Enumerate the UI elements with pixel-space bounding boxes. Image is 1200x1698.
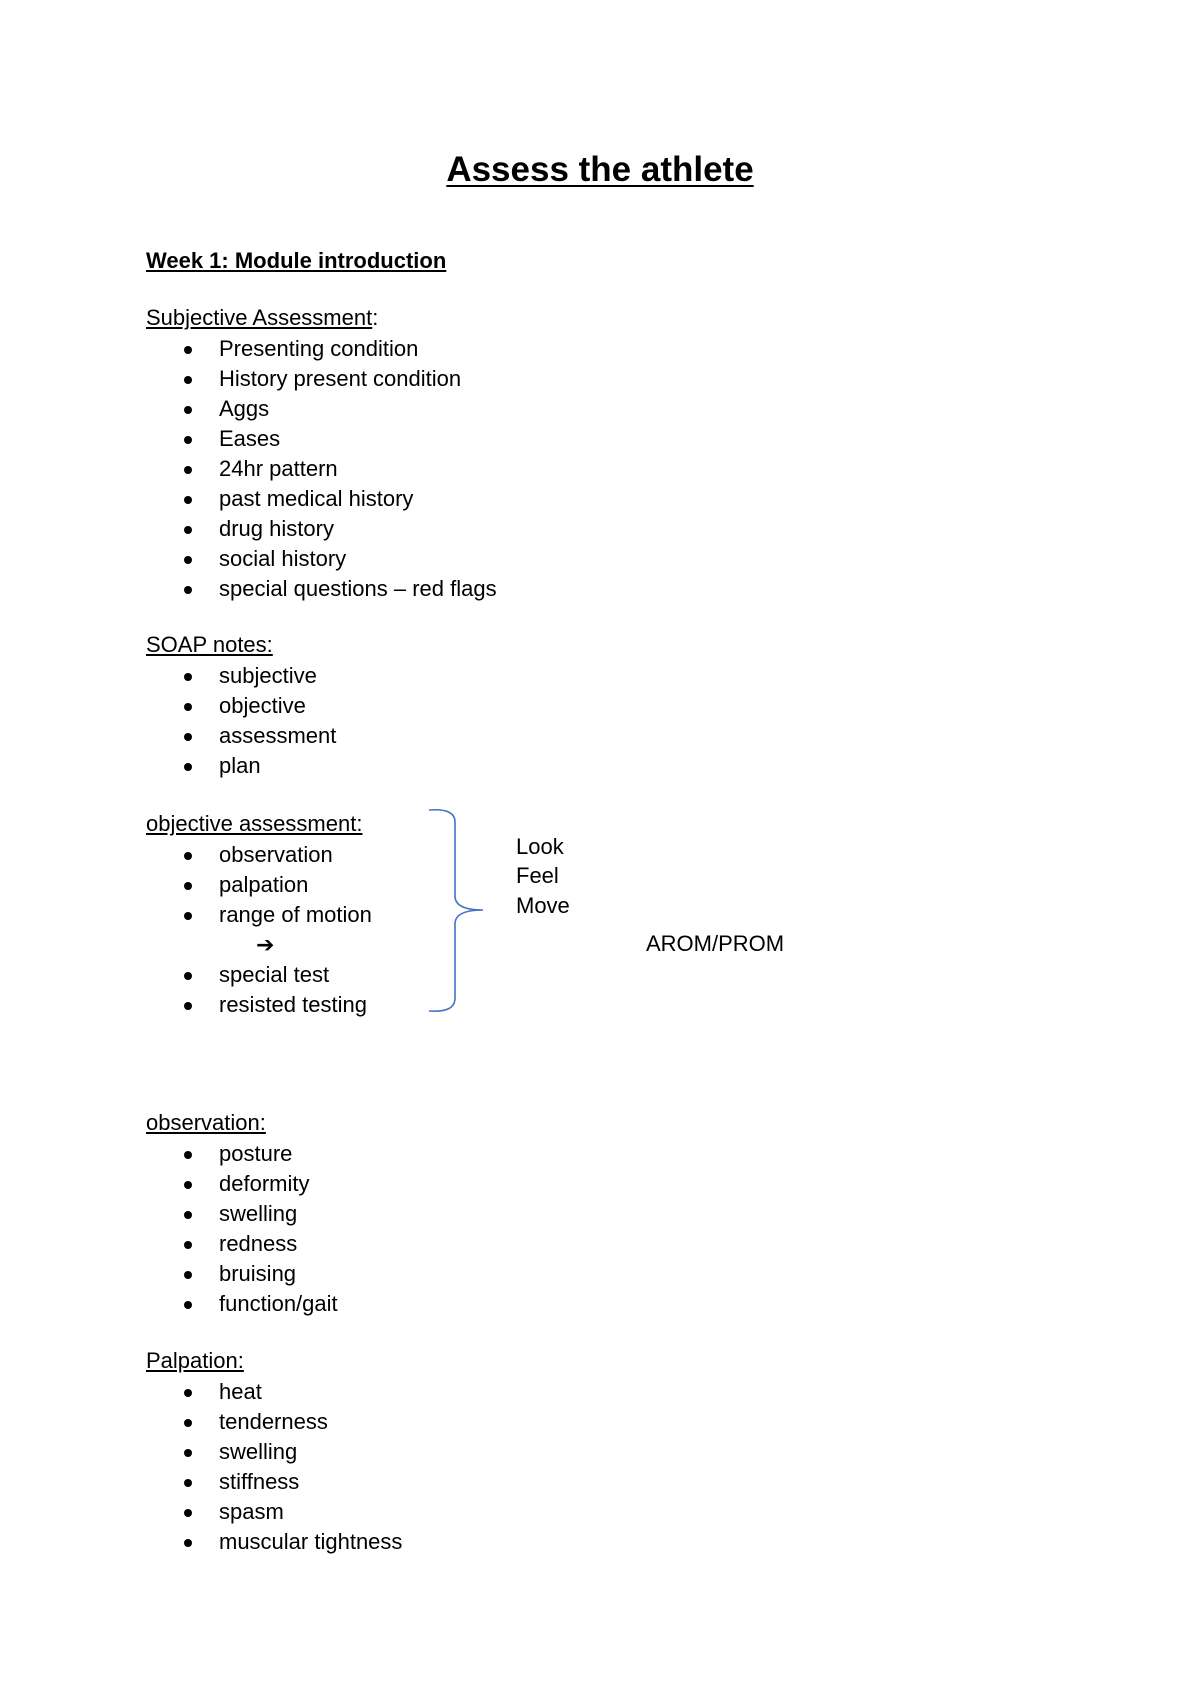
list-item: tenderness: [0, 1407, 402, 1437]
subjective-heading-colon: :: [372, 305, 379, 330]
curly-brace-icon: [425, 808, 485, 1016]
page-title: Assess the athlete: [446, 150, 754, 189]
subjective-list: [0, 334, 497, 604]
list-item: drug history: [0, 514, 497, 544]
brace-label-move: Move: [516, 893, 570, 918]
brace-label-look: Look: [516, 834, 564, 859]
list-item: bruising: [0, 1259, 338, 1289]
list-item: Presenting condition: [0, 334, 497, 364]
list-item: observation: [0, 840, 372, 870]
list-item: swelling: [0, 1199, 338, 1229]
list-item: special questions – red flags: [0, 574, 497, 604]
list-item: Aggs: [0, 394, 497, 424]
list-item: past medical history: [0, 484, 497, 514]
list-item: palpation: [0, 870, 372, 900]
list-item: Eases: [0, 424, 497, 454]
list-item: assessment: [0, 721, 336, 751]
subjective-heading-label: Subjective Assessment: [146, 305, 373, 330]
list-item: function/gait: [0, 1289, 338, 1319]
list-item: posture: [0, 1139, 338, 1169]
list-item: swelling: [0, 1437, 402, 1467]
sub-list-item: [0, 930, 372, 960]
list-item: heat: [0, 1377, 402, 1407]
brace-label-feel: Feel: [516, 863, 559, 888]
list-item: spasm: [0, 1497, 402, 1527]
list-item: stiffness: [0, 1467, 402, 1497]
list-item: subjective: [0, 661, 336, 691]
list-item: deformity: [0, 1169, 338, 1199]
objective-list: [0, 840, 372, 1020]
subjective-heading: [146, 303, 378, 333]
list-item: 24hr pattern: [0, 454, 497, 484]
observation-heading: observation:: [146, 1110, 266, 1135]
observation-list: [0, 1139, 338, 1319]
list-item: resisted testing: [0, 990, 372, 1020]
list-item: objective: [0, 691, 336, 721]
list-item: range of motion: [0, 900, 372, 930]
palpation-list: [0, 1377, 402, 1557]
arrow-bullet-icon: ➔: [256, 932, 275, 957]
soap-list: [0, 661, 336, 781]
arom-prom-note: AROM/PROM: [646, 931, 785, 956]
list-item: muscular tightness: [0, 1527, 402, 1557]
list-item: redness: [0, 1229, 338, 1259]
week-heading: Week 1: Module introduction: [146, 248, 447, 273]
list-item: social history: [0, 544, 497, 574]
objective-heading: objective assessment:: [146, 811, 363, 836]
palpation-heading: Palpation:: [146, 1348, 244, 1373]
soap-heading: SOAP notes:: [146, 632, 273, 657]
list-item: History present condition: [0, 364, 497, 394]
list-item: special test: [0, 960, 372, 990]
list-item: plan: [0, 751, 336, 781]
